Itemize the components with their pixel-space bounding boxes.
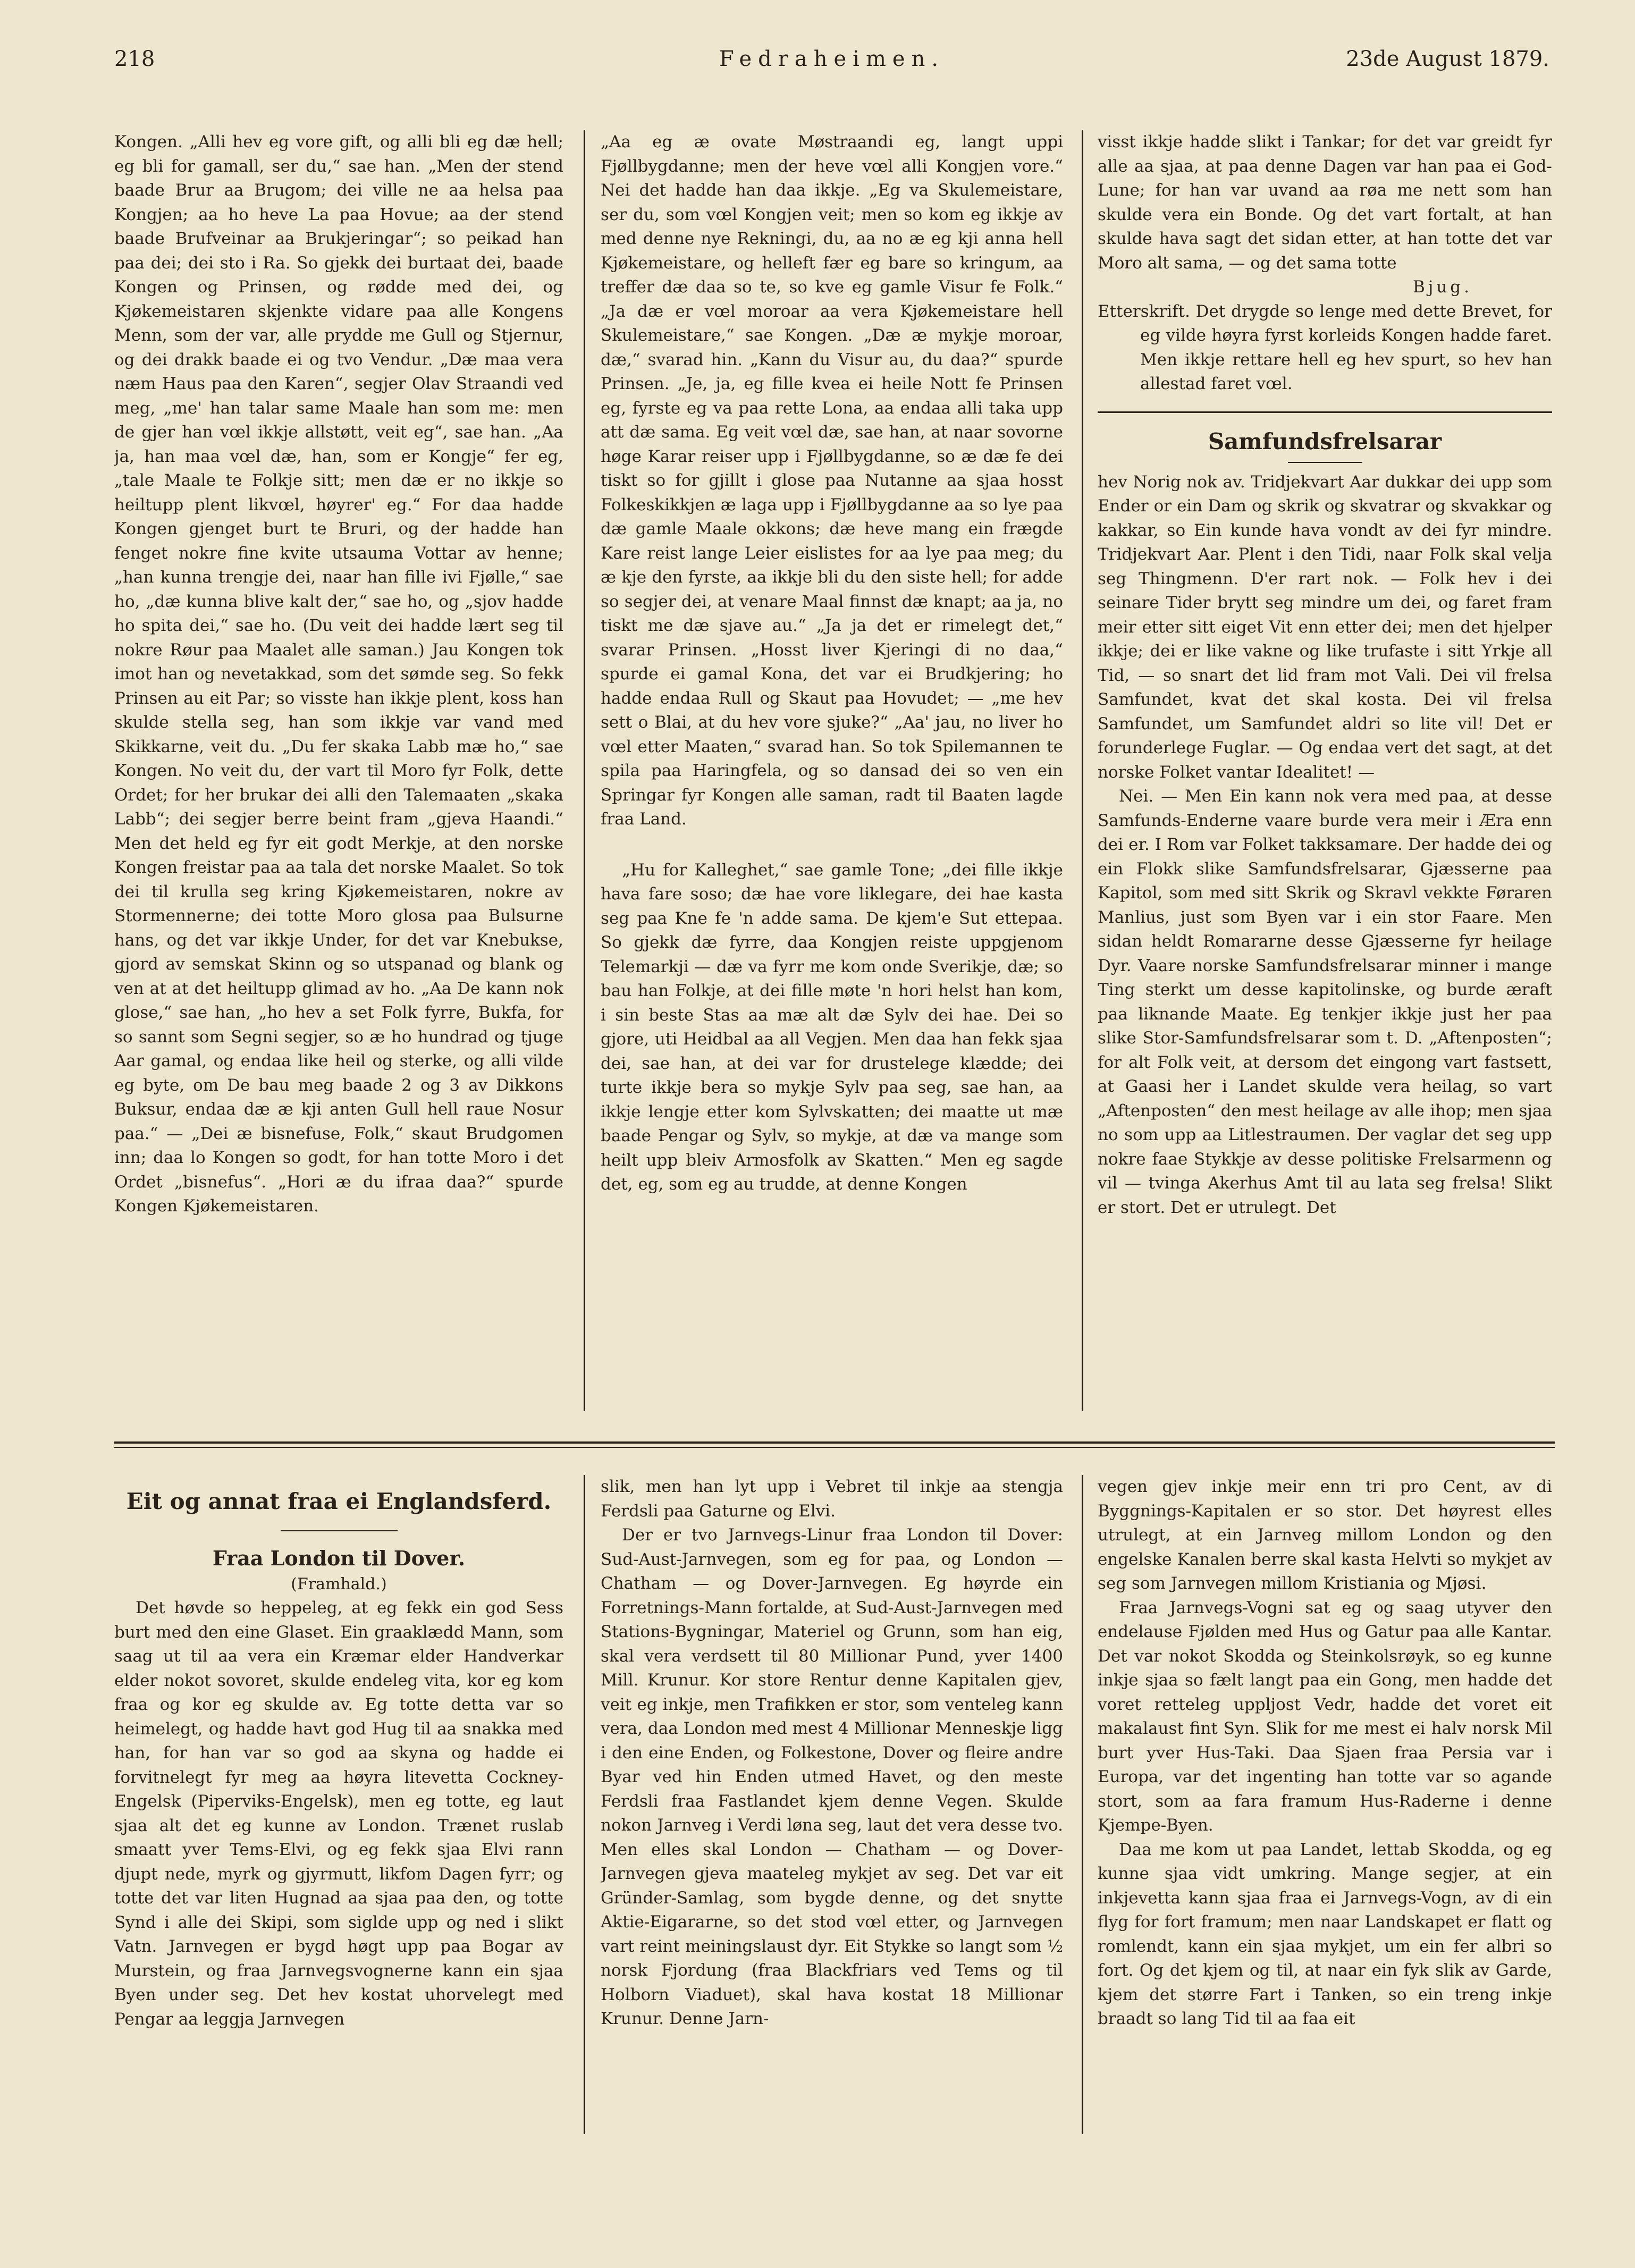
top-right-column xyxy=(1098,130,1552,1411)
bottom-right-column xyxy=(1098,1475,1552,2134)
signature: Bjug. xyxy=(1412,277,1472,297)
paragraph: Kongen. „Alli hev eg vore gift, og alli bli eg dæ hell; eg bli for gamall, ser du,“ sae han. „Men der stend baade Brur aa Brugom; dei ville ne aa helsa paa Kongjen; aa ho heve La paa Hovue; aa der stend baade Brufveinar aa Brukjeringar“; so peikad han paa dei; dei sto i Ra. So gjekk dei burtaat dei, baade Kongen og Prinsen, og rødde med dei, og Kjøkemeistaren skjenkte vidare paa alle Kongens Menn, som der var, alle prydde me Gull og Stjernur, og dei drakk baade ei og tvo Vendur. „Dæ maa vera næm Haus paa den Karen“, segjer Olav Straandi ved meg, „me' han talar same Maale han som me: men de gjer han vœl ikkje allstøtt, veit eg“, sae han. „Aa ja, han maa vœl dæ, han, som er Kongje“ fer eg, „tale Maale te Folkje sitt; men dæ er no ikkje so heiltupp plent likvœl, høyrer' eg.“ For daa hadde Kongen gjenget burt te Bruri, og der hadde han fenget nokre fine kvite utsauma Vottar av henne; „han kunna trengje dei, naar han fille ivi Fjølle,“ sae ho, „dæ kunna blive kalt der,“ sae ho, og „sjov hadde ho spita dei,“ sae ho. (Du veit dei hadde lært seg til nokre Røur paa Maalet alle saman.) Jau Kongen tok imot han og nevetakkad, som det sømde seg. So fekk Prinsen au eit Par; so visste han ikkje plent, koss han skulde stella seg, han som ikkje var vand med Skikkarne, veit du. „Du fer skaka Labb mæ ho,“ sae Kongen. No veit du, der vart til Moro fyr Folk, dette Ordet; for her brukar dei alli den Talemaaten „skaka Labb“; dei segjer berre beint fram „gjeva Haandi.“ Men det held eg fyr eit godt Merkje, at den norske Kongen freistar paa aa tala det norske Maalet. So tok dei til krulla seg kring Kjøkemeistaren, nokre av Stormennerne; dei totte Moro glosa paa Bulsurne hans, og det var ikkje Under, for det var Knebukse, gjord av semskat Skinn og so utspanad og blank og ven at at det heiltupp glimad av ho. „Aa De kann nok glose,“ sae han, „ho hev a set Folk fyrre, Bukfa, for so sannt som Segni segjer, so æ ho hundrad og tjuge Aar gamal, og endaa like heil og sterke, og alli vilde eg byte, om De bau meg baade 2 og 3 av Dikkons Buksur, endaa dæ æ kji anten Gull hell raue Nosur paa.“ — „Dei æ bisnefuse, Folk,“ skaut Brudgomen inn; daa lo Kongen so godt, for han totte Moro i det Ordet „bisnefus“. „Hori æ du ifraa daa?“ spurde Kongen Kjøkemeistaren. xyxy=(114,132,563,1216)
page-number: 218 xyxy=(114,47,155,71)
title-rule xyxy=(1288,462,1362,463)
paragraph: visst ikkje hadde slikt i Tankar; for det var greidt fyr alle aa sjaa, at paa denne Dagen var han paa ei God-Lune; for han var uvand aa røa me nett som han skulde vera ein Bonde. Og det vart fortalt, at han skulde hava sagt det sidan etter, at han totte det var Moro alt sama, — og det sama totte xyxy=(1098,132,1552,273)
section-divider-bottom xyxy=(114,1447,1555,1448)
page-header xyxy=(114,41,1549,79)
article-subtitle: Fraa London til Dover. xyxy=(212,1546,466,1570)
top-left-column xyxy=(114,130,563,1411)
paragraph: Nei. — Men Ein kann nok vera med paa, at desse Samfunds-Enderne vaare burde vera meir i Æra enn dei er. I Rom var Folket takksamare. Der hadde dei og ein Flokk slike Samfundsfrelsarar, Gjæsserne paa Kapitol, som med sitt Skrik og Skravl vekkte Føraren Manlius, just som Byen var i ein stor Faare. Men sidan heldt Romararne desse Gjæsserne fyr heilage Dyr. Vaare norske Samfundsfrelsarar minner i mange Ting sterkt um desse kapitolinske, og burde æraft paa liknande Maate. Eg tenkjer ikkje just her paa slike Stor-Samfundsfrelsarar som t. D. „Aftenposten“; for alt Folk veit, at dersom det eingong vart fastsett, at Gaasi her i Landet skulde vera heilag, so vart „Aftenposten“ den mest heilage av alle ihop; men sjaa no som upp aa Litlestraumen. Der vaglar det seg upp nokre faae Stykkje av desse politiske Frelsarmenn og vil — tvinga Akerhus Amt til au lata seg frelsa! Slikt er stort. Det er utrulegt. Det xyxy=(1098,787,1552,1217)
paragraph: Daa me kom ut paa Landet, lettab Skodda, og eg kunne sjaa vidt umkring. Mange segjer, at ein inkjevetta kann sjaa fraa ei Jarnvegs-Vogn, av di ein flyg for fort framum; men naar Landskapet er flatt og romlendt, kann ein sjaa mykjet, um ein fer albri so fort. Og det kjem og til, at naar ein fyk slik av Garde, kjem det større Fart i Tanken, so ein treng inkje braadt so lang Tid til aa faa eit xyxy=(1098,1840,1552,2028)
paragraph: vegen gjev inkje meir enn tri pro Cent, av di Byggnings-Kapitalen er so stor. Det høyrest elles utrulegt, at ein Jarnveg millom London og den engelske Kanalen berre skal kasta Helvti so mykjet av seg som Jarnvegen millom Kristiania og Mjøsi. xyxy=(1098,1477,1552,1593)
column-divider xyxy=(584,130,585,1411)
paragraph: hev Norig nok av. Tridjekvart Aar dukkar dei upp som Ender or ein Dam og skrik og skvatrar og skvakkar og kakkar, so Ein kunde hava vondt av dei fyr mindre. Tridjekvart Aar. Plent i den Tidi, naar Folk skal velja seg Thingmenn. D'er rart nok. — Folk hev i dei seinare Tider brytt seg mindre um dei, og faret fram meir etter sitt eiget Vit enn etter dei; men det hjelper ikkje; dei er like vakne og like trufaste i sitt Yrkje all Tid, — so snart det lid fram mot Vali. Dei vil frelsa Samfundet, kvat det skal kosta. Dei vil frelsa Samfundet, um Samfundet aldri so lite vil! Det er forunderlege Fuglar. — Og endaa vert det sagt, at det norske Folket vantar Idealitet! — xyxy=(1098,472,1552,782)
paragraph: „Aa eg æ ovate Møstraandi eg, langt uppi Fjøllbygdanne; men der heve vœl alli Kongjen vore.“ Nei det hadde han daa ikkje. „Eg va Skulemeistare, ser du, som vœl Kongjen veit; men so kom eg ikkje av med denne nye Rekningi, du, aa no æ eg kji anna hell Kjøkemeistare, og helleft fær eg bare so kringum, aa treffer dæ daa so te, so kve eg gamle Visur fe Folk.“ „Ja dæ er vœl moroar aa vera Kjøkemeistare hell Skulemeistare,“ sae Kongen. „Dæ æ mykje moroar, dæ,“ svarad hin. „Kann du Visur au, du daa?“ spurde Prinsen. „Je, ja, eg fille kvea ei heile Nott fe Prinsen eg, fyrste eg va paa rette Lona, aa endaa alli taka upp att dæ sama. Eg veit vœl dæ, sae han, at naar sovorne høge Karar reiser upp i Fjøllbygdanne, so æ dæ fe dei tiskt so for gjillt i glose paa Nutanne aa sjaa hosst Folkeskikkjen æ laga upp i Fjøllbygdanne aa so lye paa dæ gamle Maale okkons; dæ heve mang ein frægde Kare reist lange Leier eislistes for aa lye paa meg; du æ kje den fyrste, aa ikkje bli du den siste hell; for adde so segjer dei, at venare Maal finnst dæ knapt; aa ja, no tiskt me dæ sjave au.“ „Ja ja det er rimelegt det,“ svarar Prinsen. „Hosst liver Kjeringi di no daa,“ spurde ei gamal Kona, det var ei Brudkjering; ho hadde endaa Rull og Skaut paa Hovudet; — „me hev sett o Blai, at du hev vore sjuke?“ „Aa' jau, no liver ho vœl etter Maaten,“ svarad han. So tok Spilemannen te spila paa Haringfela, og so dansad dei so ven ein Springar fyr Kongen alle saman, radt til Baaten lagde fraa Land. xyxy=(601,132,1063,829)
bottom-left-column xyxy=(114,1475,563,2134)
paragraph: Der er tvo Jarnvegs-Linur fraa London til Dover: Sud-Aust-Jarnvegen, som eg for paa, og London — Chatham — og Dover-Jarnvegen. Eg høyrde ein Forretnings-Mann fortalde, at Sud-Aust-Jarnvegen med Stations-Bygningar, Materiel og Grunn, som han eig, skal vera verdsett til 80 Millionar Pund, yver 1400 Mill. Krunur. Kor store Rentur denne Kapitalen gjev, veit eg inkje, men Trafikken er stor, som venteleg kann vera, daa London med mest 4 Millionar Menneskje ligg i den eine Enden, og Folkestone, Dover og fleire andre Byar ved hin Enden utmed Havet, og den meste Ferdsli fraa Fastlandet kjem denne Vegen. Skulde nokon Jarnveg i Verdi løna seg, laut det vera desse tvo. Men elles skal London — Chatham — og Dover-Jarnvegen gjeva maateleg mykjet av seg. Det var eit Gründer-Samlag, som bygde denne, og det snytte Aktie-Eigararne, so det stod vœl etter, og Jarnvegen vart reint meiningslaust dyr. Eit Stykke so langt som ½ norsk Fjordung (fraa Blackfriars ved Tems og til Holborn Viaduet), skal hava kostat 18 Millionar Krunur. Denne Jarn- xyxy=(601,1525,1063,2028)
article-title: Eit og annat fraa ei Englandsferd. xyxy=(126,1488,552,1514)
section-divider-top xyxy=(114,1441,1555,1444)
title-rule xyxy=(281,1530,398,1531)
bottom-middle-column xyxy=(601,1475,1063,2134)
section-title: Samfundsfrelsarar xyxy=(1208,428,1442,454)
continuation-note: (Framhald.) xyxy=(291,1575,387,1593)
column-divider xyxy=(1082,1475,1083,2134)
paragraph: „Hu for Kalleghet,“ sae gamle Tone; „dei fille ikkje hava fare soso; dæ hae vore liklegare, dei hae kasta seg paa Kne fe 'n adde sama. De kjem'e Sut ettepaa. So gjekk dæ fyrre, daa Kongjen reiste uppgjenom Telemarkji — dæ va fyrr me kom onde Sverikje, dæ; so bau han Folkje, at dei fille møte 'n hori helst han kom, i sin beste Stas aa mæ alt dæ Sylv dei hae. Dei so gjore, uti Heidbal aa all Vegjen. Men daa han fekk sjaa dei, sae han, at dei var for drustelege klædde; dei turte ikkje bera so mykje Sylv paa seg, sae han, aa ikkje lengje etter kom Sylvskatten; dei maatte ut mæ baade Pengar og Sylv, so mykje, at dæ va mange som heilt upp bleiv Armosfolk av Skatten.“ Men eg sagde det, eg, som eg au trudde, at denne Kongen xyxy=(601,860,1063,1194)
paragraph: Det høvde so heppeleg, at eg fekk ein god Sess burt med den eine Glaset. Ein graaklædd Mann, som saag ut til aa vera ein Kræmar elder Handverkar elder nokot sovoret, skulde endeleg vita, kor eg kom fraa og kor eg skulde av. Eg totte detta var so heimelegt, og hadde havt god Hug til aa snakka med han, for han var so god aa skyna og hadde ei forvitnelegt fyr meg aa høyra litevetta Cockney-Engelsk (Piperviks-Engelsk), men eg totte, eg laut sjaa alt det eg kunne av London. Trænet ruslab smaatt yver Tems-Elvi, og eg fekk sjaa Elvi rann djupt nede, myrk og gjyrmutt, likfom Dagen fyrr; og totte det var liten Hugnad aa sjaa paa den, og totte Synd i alle dei Skipi, som siglde upp og ned i slikt Vatn. Jarnvegen er bygd høgt upp paa Bogar av Murstein, og fraa Jarnvegsvognerne kann ein sjaa Byen under seg. Det hev kostat uhorvelegt med Pengar aa leggja Jarnvegen xyxy=(114,1598,563,2029)
column-divider xyxy=(584,1475,585,2134)
top-middle-column xyxy=(601,130,1063,1411)
column-divider xyxy=(1082,130,1083,1411)
paragraph: slik, men han lyt upp i Vebret til inkje aa stengja Ferdsli paa Gaturne og Elvi. xyxy=(601,1477,1063,1521)
masthead-title: Fedraheimen. xyxy=(719,47,945,71)
postscript: Etterskrift. Det drygde so lenge med dette Brevet, for eg vilde høyra fyrst korleids Kongen hadde faret. Men ikkje rettare hell eg hev spurt, so hev han allestad faret vœl. xyxy=(1098,301,1552,393)
paragraph: Fraa Jarnvegs-Vogni sat eg og saag utyver den endelause Fjølden med Hus og Gatur paa alle Kantar. Det var nokot Skodda og Steinkolsrøyk, so eg kunne inkje sjaa so fælt langt paa ein Gong, men hadde det voret retteleg uppljost Vedr, hadde det voret eit makalaust fint Syn. Slik for me mest ei halv norsk Mil burt yver Hus-Taki. Daa Sjaen fraa Persia var i Europa, var det ingenting han totte var so agande stort, som aa fara framum Hus-Raderne i denne Kjempe-Byen. xyxy=(1098,1598,1552,1835)
section-rule xyxy=(1098,411,1552,413)
issue-date: 23de August 1879. xyxy=(1346,47,1549,71)
